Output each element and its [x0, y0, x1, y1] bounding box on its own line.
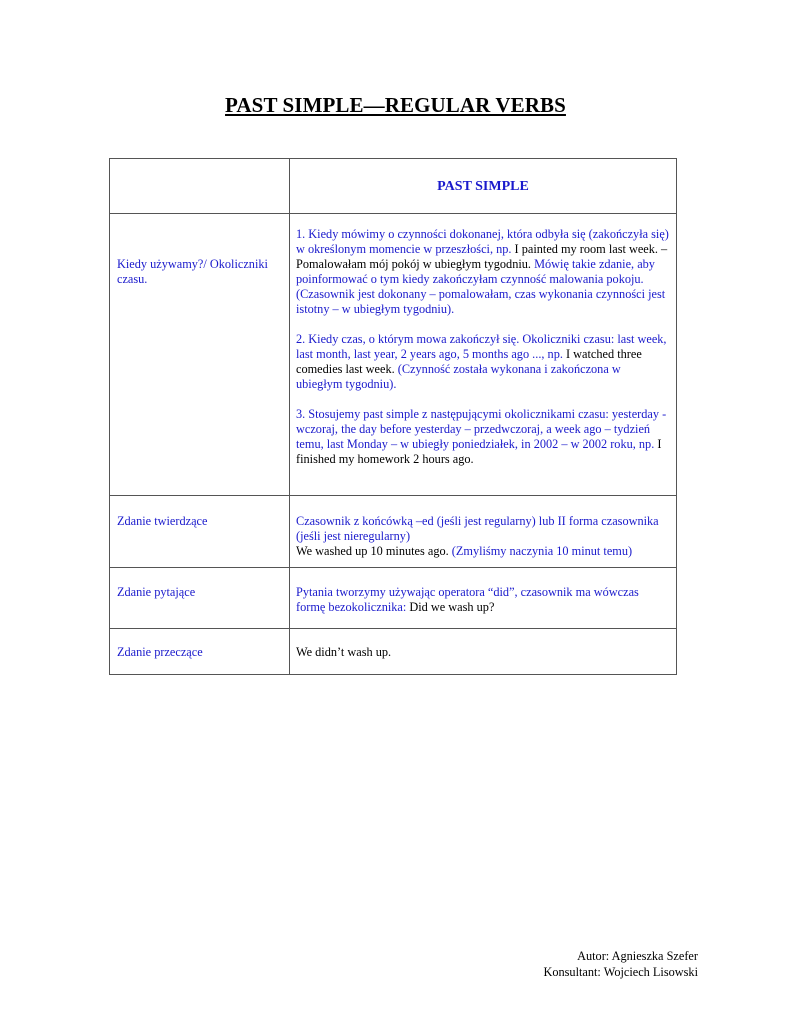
usage-paragraph-2: 2. Kiedy czas, o którym mowa zakończył się. Okoliczniki czasu: last week, last month, last year, 2 years ago, 5 months ago ..., np. I watched three comedies last week. (Czynność została wykonana i zakończona w ubiegłym tygodniu).: [296, 332, 667, 391]
negative-text: We didn’t wash up.: [296, 645, 392, 659]
row-label-cell: [110, 629, 290, 675]
footer-author: Autor: Agnieszka Szefer: [577, 949, 698, 963]
row-content-cell: [290, 496, 677, 568]
header-empty-cell: [110, 159, 290, 214]
grammar-table: [109, 158, 677, 675]
header-cell: [290, 159, 677, 214]
table-row: [110, 629, 677, 675]
row-label-question: Zdanie pytające: [117, 585, 196, 599]
table-row: [110, 496, 677, 568]
row-label-cell: [110, 214, 290, 496]
footer-consultant: Konsultant: Wojciech Lisowski: [543, 965, 698, 979]
footer-credits: [543, 948, 698, 980]
row-label-usage: Kiedy używamy?/ Okoliczniki czasu.: [117, 257, 268, 286]
usage-paragraph-3: 3. Stosujemy past simple z następującymi okolicznikami czasu: yesterday - wczoraj, the day before yesterday – przedwczoraj, a week ago – tydzień temu, last Monday – w ubiegły poniedziałek, in 2002 – w 2002 roku, np. I finished my homework 2 hours ago.: [296, 407, 667, 466]
row-label-negative: Zdanie przeczące: [117, 645, 203, 659]
row-content-cell: [290, 568, 677, 629]
column-header-past-simple: PAST SIMPLE: [437, 179, 529, 194]
table-row: [110, 214, 677, 496]
row-label-affirmative: Zdanie twierdzące: [117, 514, 208, 528]
table-header-row: [110, 159, 677, 214]
page-title: PAST SIMPLE—REGULAR VERBS: [225, 93, 566, 117]
table-row: [110, 568, 677, 629]
row-content-cell: [290, 214, 677, 496]
affirmative-text: Czasownik z końcówką –ed (jeśli jest regularny) lub II forma czasownika (jeśli jest nieregularny) We washed up 10 minutes ago. (Zmyliśmy naczynia 10 minut temu): [296, 514, 659, 558]
row-label-cell: [110, 496, 290, 568]
row-content-cell: [290, 629, 677, 675]
row-label-cell: [110, 568, 290, 629]
question-text: Pytania tworzymy używając operatora “did”, czasownik ma wówczas formę bezokolicznika: Did we wash up?: [296, 585, 639, 614]
usage-paragraph-1: 1. Kiedy mówimy o czynności dokonanej, która odbyła się (zakończyła się) w określonym momencie w przeszłości, np. I painted my room last week. – Pomalowałam mój pokój w ubiegłym tygodniu. Mówię takie zdanie, aby poinformować o tym kiedy zakończyłam czynność malowania pokoju. (Czasownik jest dokonany – pomalowałam, czas wykonania czynności jest istotny – w ubiegłym tygodniu).: [296, 227, 669, 316]
